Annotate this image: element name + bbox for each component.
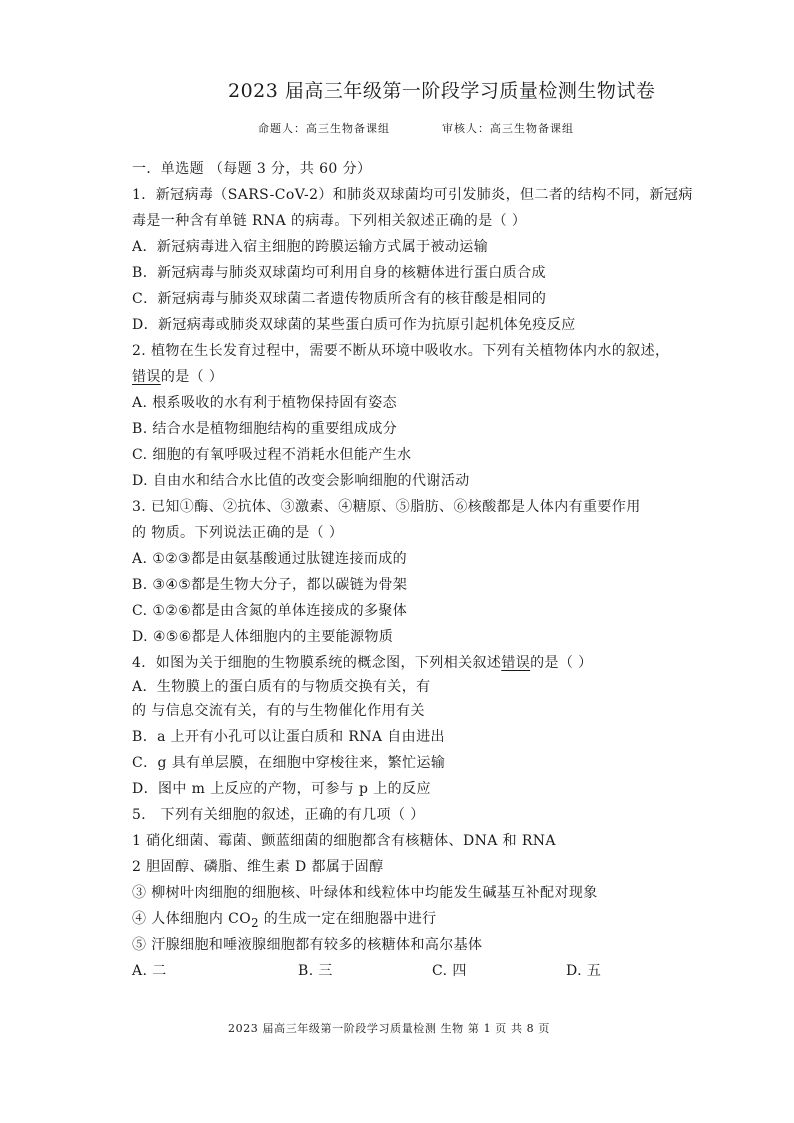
page-title: 2023 届高三年级第一阶段学习质量检测生物试卷 bbox=[228, 80, 656, 102]
q5-statement-4 bbox=[132, 906, 728, 932]
q4-option-d: D．图中 m 上反应的产物，可参与 p 上的反应 bbox=[132, 781, 431, 797]
author-text: 命题人：高三生物备课组 bbox=[258, 122, 390, 135]
q5-option-c: C. 四 bbox=[432, 963, 467, 979]
q4-option-c: C．g 具有单层膜，在细胞中穿梭往来，繁忙运输 bbox=[132, 755, 446, 771]
q3-option-c: C. ①②⑥都是由含氮的单体连接成的多聚体 bbox=[132, 603, 408, 619]
q5-s4-pre: ④ 人体细胞内 CO bbox=[132, 911, 252, 927]
q2-stem-line-1: 2. 植物在生长发育过程中，需要不断从环境中吸收水。下列有关植物体内水的叙述， bbox=[132, 343, 670, 359]
q4-stem-pre: 4．如图为关于细胞的生物膜系统的概念图，下列相关叙述 bbox=[132, 655, 502, 671]
q1-stem-line-1: 1．新冠病毒（SARS-CoV-2）和肺炎双球菌均可引发肺炎，但二者的结构不同，新冠病 bbox=[132, 187, 693, 203]
q5-options bbox=[132, 958, 728, 984]
q5-option-a: A. 二 bbox=[132, 963, 167, 979]
q5-option-b: B. 三 bbox=[298, 963, 333, 979]
q4-option-a-line-2: 的 与信息交流有关，有的与生物催化作用有关 bbox=[132, 703, 425, 719]
section-heading: 一．单选题 （每题 3 分，共 60 分） bbox=[132, 161, 372, 177]
page-footer: 2023 届高三年级第一阶段学习质量检测 生物 第 1 页 共 8 页 bbox=[228, 1022, 550, 1035]
q5-s4-subscript: 2 bbox=[251, 915, 259, 930]
q5-statement-3: ③ 柳树叶肉细胞的细胞核、叶绿体和线粒体中均能发生碱基互补配对现象 bbox=[132, 885, 598, 901]
q4-option-a-line-1: A．生物膜上的蛋白质有的与物质交换有关，有 bbox=[132, 679, 431, 695]
q2-stem-line-2 bbox=[132, 364, 728, 390]
q3-stem-line-1: 3. 已知①酶、②抗体、③激素、④糖原、⑤脂肪、⑥核酸都是人体内有重要作用 bbox=[132, 499, 641, 515]
q1-option-c: C．新冠病毒与肺炎双球菌二者遗传物质所含有的核苷酸是相同的 bbox=[132, 291, 547, 307]
q4-emphasis: 错误 bbox=[501, 655, 531, 671]
reviewer-text: 审核人：高三生物备课组 bbox=[442, 122, 574, 135]
q1-option-a: A．新冠病毒进入宿主细胞的跨膜运输方式属于被动运输 bbox=[132, 239, 489, 255]
q5-statement-1: 1 硝化细菌、霉菌、颤蓝细菌的细胞都含有核糖体、DNA 和 RNA bbox=[132, 833, 556, 849]
q1-option-b: B．新冠病毒与肺炎双球菌均可利用自身的核糖体进行蛋白质合成 bbox=[132, 265, 546, 281]
q1-option-d: D．新冠病毒或肺炎双球菌的某些蛋白质可作为抗原引起机体免疫反应 bbox=[132, 317, 576, 333]
q4-stem bbox=[132, 650, 728, 676]
q2-stem-rest: 的是（ ） bbox=[160, 369, 224, 385]
question-body bbox=[132, 156, 728, 984]
q5-s4-post: 的生成一定在细胞器中进行 bbox=[258, 911, 437, 927]
q3-option-d: D. ④⑤⑥都是人体细胞内的主要能源物质 bbox=[132, 629, 394, 645]
q4-option-b: B．a 上开有小孔可以让蛋白质和 RNA 自由进出 bbox=[132, 729, 445, 745]
q5-stem: 5． 下列有关细胞的叙述，正确的有几项（ ） bbox=[132, 807, 425, 823]
q2-emphasis: 错误 bbox=[132, 369, 161, 385]
q3-option-b: B. ③④⑤都是生物大分子，都以碳链为骨架 bbox=[132, 577, 408, 593]
q4-stem-post: 的是（ ） bbox=[530, 655, 593, 671]
q2-option-a: A. 根系吸收的水有利于植物保持固有姿态 bbox=[132, 395, 398, 411]
author-line bbox=[258, 120, 574, 136]
q3-option-a: A. ①②③都是由氨基酸通过肽键连接而成的 bbox=[132, 551, 408, 567]
q2-option-c: C. 细胞的有氧呼吸过程不消耗水但能产生水 bbox=[132, 447, 412, 463]
q1-stem-line-2: 毒是一种含有单链 RNA 的病毒。下列相关叙述正确的是（ ） bbox=[132, 213, 527, 229]
q5-statement-2: 2 胆固醇、磷脂、维生素 D 都属于固醇 bbox=[132, 859, 384, 875]
q2-option-d: D. 自由水和结合水比值的改变会影响细胞的代谢活动 bbox=[132, 473, 470, 489]
q5-option-d: D. 五 bbox=[566, 963, 602, 979]
q2-option-b: B. 结合水是植物细胞结构的重要组成成分 bbox=[132, 421, 398, 437]
q5-statement-5: ⑤ 汗腺细胞和唾液腺细胞都有较多的核糖体和高尔基体 bbox=[132, 937, 483, 953]
q3-stem-line-2: 的 物质。下列说法正确的是（ ） bbox=[132, 525, 344, 541]
